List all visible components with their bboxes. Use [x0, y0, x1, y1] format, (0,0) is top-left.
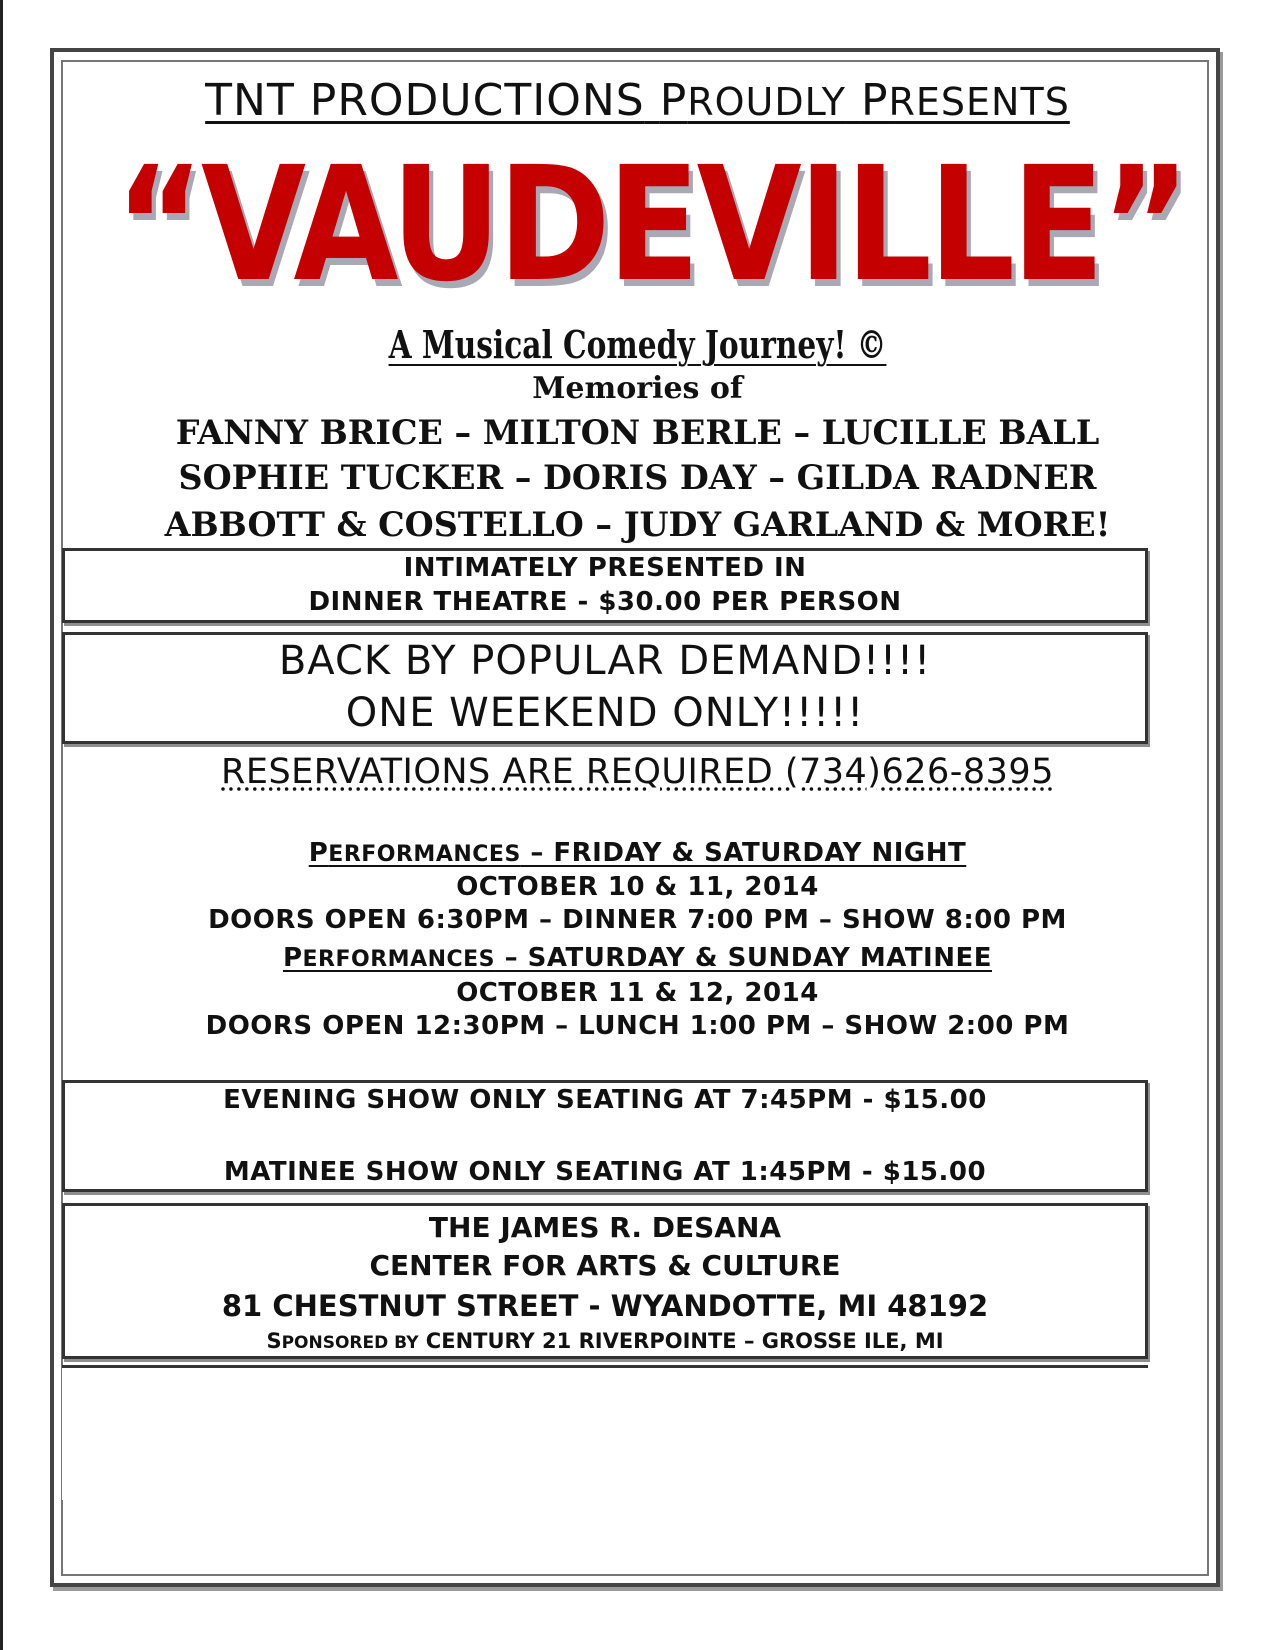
presenter-line	[40, 75, 1235, 126]
venue-address: 81 CHESTNUT STREET - WYANDOTTE, MI 48192	[221, 1289, 989, 1323]
perf-heading-cap: P	[308, 838, 329, 868]
sponsor-rest: CENTURY 21 RIVERPOINTE – GROSSE ILE, MI	[418, 1329, 944, 1353]
perf-heading-rest: – SATURDAY & SUNDAY MATINEE	[495, 943, 993, 973]
performance-matinee-dates: OCTOBER 11 & 12, 2014	[456, 978, 819, 1008]
presenter-p-cap-2: P	[860, 75, 889, 126]
demand-line-1: BACK BY POPULAR DEMAND!!!!	[278, 638, 932, 684]
presenter-p-cap: P	[659, 75, 688, 126]
sponsor-cap: S	[266, 1329, 282, 1353]
performance-evening-dates: OCTOBER 10 & 11, 2014	[456, 872, 819, 902]
sponsor-small: PONSORED BY	[281, 1333, 419, 1353]
empty-bottom-section	[62, 1365, 1148, 1500]
show-title: “VAUDEVILLE”	[115, 133, 1187, 317]
show-subtitle: A Musical Comedy Journey! ©	[388, 322, 887, 367]
memories-label: Memories of	[532, 371, 743, 406]
venue-name-line-2: CENTER FOR ARTS & CULTURE	[369, 1249, 841, 1282]
presenter-name: TNT PRODUCTIONS	[205, 75, 645, 126]
performance-matinee-heading	[0, 943, 1275, 973]
demand-line-2: ONE WEEKEND ONLY!!!!!	[345, 690, 865, 736]
dinner-line-1: INTIMATELY PRESENTED IN	[403, 553, 807, 583]
page-left-edge	[0, 0, 3, 1650]
performance-matinee-times: DOORS OPEN 12:30PM – LUNCH 1:00 PM – SHOW 2:00 PM	[205, 1011, 1070, 1041]
popular-demand-box	[62, 632, 1148, 744]
venue-box	[62, 1203, 1148, 1359]
dinner-theatre-box	[62, 548, 1148, 623]
perf-heading-small: ERFORMANCES	[302, 947, 496, 972]
matinee-seating: MATINEE SHOW ONLY SEATING AT 1:45PM - $15.00	[223, 1157, 987, 1187]
sponsor-line	[65, 1327, 1145, 1357]
perf-heading-small: ERFORMANCES	[328, 842, 521, 867]
performer-names-line-1: FANNY BRICE – MILTON BERLE – LUCILLE BALL	[175, 413, 1100, 453]
perf-heading-cap: P	[282, 943, 303, 973]
performer-names-line-2: SOPHIE TUCKER – DORIS DAY – GILDA RADNER	[178, 458, 1097, 498]
performance-evening-times: DOORS OPEN 6:30PM – DINNER 7:00 PM – SHOW 8:00 PM	[208, 905, 1067, 935]
presenter-presents: RESENTS	[888, 80, 1070, 124]
performer-names-line-3: ABBOTT & COSTELLO – JUDY GARLAND & MORE!	[164, 505, 1111, 545]
perf-heading-rest: – FRIDAY & SATURDAY NIGHT	[520, 838, 967, 868]
evening-seating: EVENING SHOW ONLY SEATING AT 7:45PM - $15.00	[223, 1085, 987, 1115]
reservations-line: RESERVATIONS ARE REQUIRED (734)626-8395	[221, 752, 1054, 792]
performance-evening-heading	[0, 838, 1275, 868]
dinner-line-2: DINNER THEATRE - $30.00 PER PERSON	[308, 587, 902, 617]
show-only-seating-box	[62, 1080, 1148, 1192]
presenter-proudly: ROUDLY	[687, 80, 846, 124]
venue-name-line-1: THE JAMES R. DESANA	[428, 1211, 782, 1244]
